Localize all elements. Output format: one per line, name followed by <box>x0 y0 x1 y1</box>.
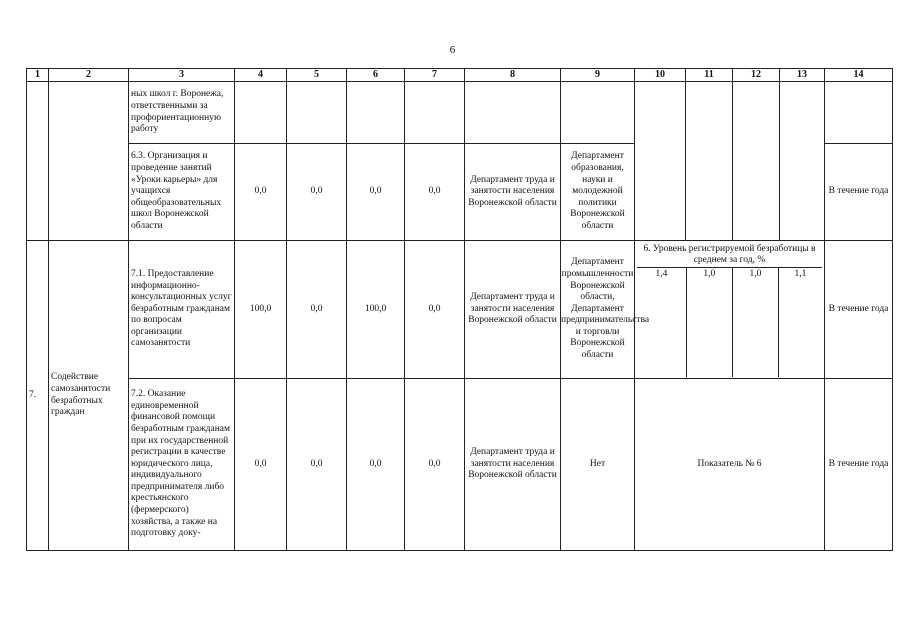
coexecutor-cell: Нет <box>561 379 635 551</box>
coexecutor-cell <box>561 241 650 379</box>
row-number: 7. <box>27 241 49 551</box>
header-cell: 14 <box>825 69 893 82</box>
header-cell: 11 <box>686 69 733 82</box>
value-cell: 0,0 <box>287 379 347 551</box>
measure-text: 7.1. Предоставление информационно-консультационных услуг безработным гражданам по вопросам организации самозанятости <box>129 241 235 379</box>
header-cell: 2 <box>49 69 129 82</box>
measures-table <box>26 68 893 551</box>
value-cell: 100,0 <box>347 241 405 379</box>
header-cell: 13 <box>780 69 825 82</box>
coexecutor-part: Департамент промышленности Воронежской области, <box>561 257 634 303</box>
term-cell: В течение года <box>825 379 893 551</box>
header-cell: 4 <box>235 69 287 82</box>
indicator-values <box>637 268 822 377</box>
coexecutor-part: Департамент предпринимательства и торговли Воронежской области <box>561 303 650 361</box>
header-cell: 10 <box>635 69 686 82</box>
value-cell: 0,0 <box>347 144 405 241</box>
indicator-reference: Показатель № 6 <box>635 379 825 551</box>
column-number-row <box>27 69 893 82</box>
indicator-value: 1,0 <box>687 268 733 377</box>
indicator-title: 6. Уровень регистрируемой безработицы в среднем за год, % <box>637 243 822 268</box>
value-cell: 0,0 <box>287 144 347 241</box>
header-cell: 1 <box>27 69 49 82</box>
coexecutor-cell: Департамент образования, науки и молодежной политики Воронежской области <box>561 144 635 241</box>
table-row <box>27 379 893 551</box>
executor-cell: Департамент труда и занятости населения Воронежской области <box>465 144 561 241</box>
value-cell: 0,0 <box>405 379 465 551</box>
measure-text: ных школ г. Воронежа, ответственными за профориентационную работу <box>129 82 235 144</box>
indicator-value: 1,0 <box>733 268 779 377</box>
value-cell: 0,0 <box>405 144 465 241</box>
term-cell: В течение года <box>825 241 893 379</box>
header-cell: 8 <box>465 69 561 82</box>
task-title: Содействие самозанятости безработных граждан <box>49 241 129 551</box>
measure-text: 7.2. Оказание единовременной финансовой помощи безработным гражданам при их государственной регистрации в качестве юридического лица, индивидуального предпринимателя либо крестьянского (фермерского) хозяйства, а также на подготовку доку- <box>129 379 235 551</box>
value-cell: 0,0 <box>405 241 465 379</box>
header-cell: 5 <box>287 69 347 82</box>
term-cell: В течение года <box>825 144 893 241</box>
header-cell: 9 <box>561 69 635 82</box>
value-cell: 0,0 <box>235 379 287 551</box>
executor-cell: Департамент труда и занятости населения Воронежской области <box>465 379 561 551</box>
value-cell: 0,0 <box>235 144 287 241</box>
executor-cell: Департамент труда и занятости населения Воронежской области <box>465 241 561 379</box>
value-cell: 100,0 <box>235 241 287 379</box>
table-row <box>27 82 893 144</box>
table-row <box>27 241 893 379</box>
indicator-value: 1,4 <box>637 268 687 377</box>
page-number: 6 <box>449 44 456 56</box>
measure-text: 6.3. Организация и проведение занятий «Уроки карьеры» для учащихся общеобразовательных школ Воронежской области <box>129 144 235 241</box>
indicator-value: 1,1 <box>794 268 807 279</box>
header-cell: 7 <box>405 69 465 82</box>
header-cell: 12 <box>733 69 780 82</box>
value-cell: 0,0 <box>347 379 405 551</box>
header-cell: 3 <box>129 69 235 82</box>
value-cell: 0,0 <box>287 241 347 379</box>
indicator-block <box>635 241 825 379</box>
header-cell: 6 <box>347 69 405 82</box>
